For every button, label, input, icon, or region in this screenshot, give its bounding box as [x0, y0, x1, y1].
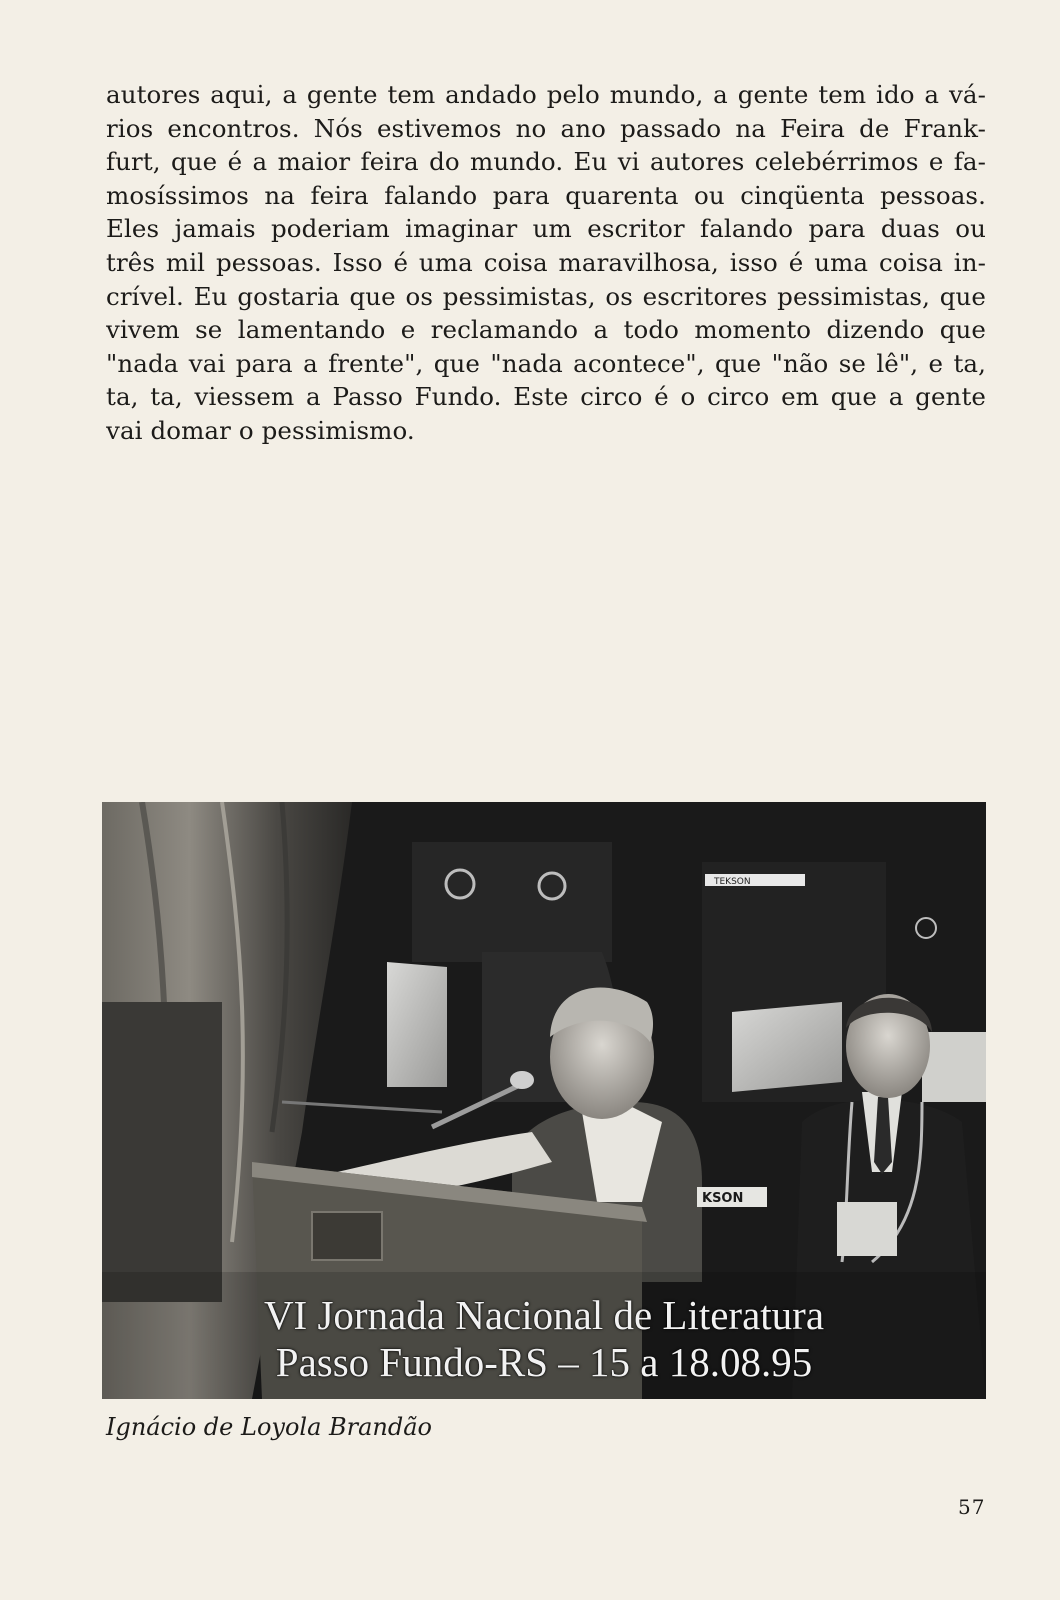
text-line: rios encontros. Nós estivemos no ano passado na Feira de Frank-	[106, 113, 986, 143]
text-line: três mil pessoas. Isso é uma coisa maravilhosa, isso é uma coisa in-	[106, 247, 986, 277]
text-line: mosíssimos na feira falando para quarenta ou cinqüenta pessoas.	[106, 180, 986, 210]
text-line: ta, ta, viessem a Passo Fundo. Este circo é o circo em que a gente	[106, 382, 986, 412]
sign-podium: KSON	[702, 1191, 744, 1206]
text-line: vivem se lamentando e reclamando a todo momento dizendo que	[106, 315, 986, 345]
microphone-icon	[510, 1071, 534, 1089]
wall-panel	[102, 1002, 222, 1302]
sign-left: TEKSON	[714, 877, 751, 887]
text-line: vai domar o pessimismo.	[106, 415, 415, 445]
speaker-panel	[732, 1002, 842, 1092]
text-line: "nada vai para a frente", que "nada acontece", que "não se lê", e ta,	[106, 348, 986, 378]
page-number: 57	[958, 1495, 986, 1519]
text-line: furt, que é a maior feira do mundo. Eu vi autores celebérrimos e fa-	[106, 147, 986, 177]
speaker-panel	[387, 962, 447, 1087]
podium-logo	[312, 1212, 382, 1260]
text-line: Eles jamais poderiam imaginar um escritor falando para duas ou	[106, 214, 986, 244]
name-badge	[837, 1202, 897, 1256]
text-line: autores aqui, a gente tem andado pelo mundo, a gente tem ido a vá-	[106, 80, 986, 109]
photo-caption: Ignácio de Loyola Brandão	[106, 1413, 433, 1441]
text-line: crível. Eu gostaria que os pessimistas, os escritores pessimistas, que	[106, 281, 986, 311]
photo-caption-title: VI Jornada Nacional de Literatura	[263, 1292, 825, 1338]
photo-caption-date: Passo Fundo-RS – 15 a 18.08.95	[275, 1339, 813, 1385]
event-photo	[102, 802, 986, 1399]
body-text	[106, 78, 986, 448]
speaker-cabinet	[412, 842, 612, 962]
speaker-panel	[922, 1032, 986, 1102]
